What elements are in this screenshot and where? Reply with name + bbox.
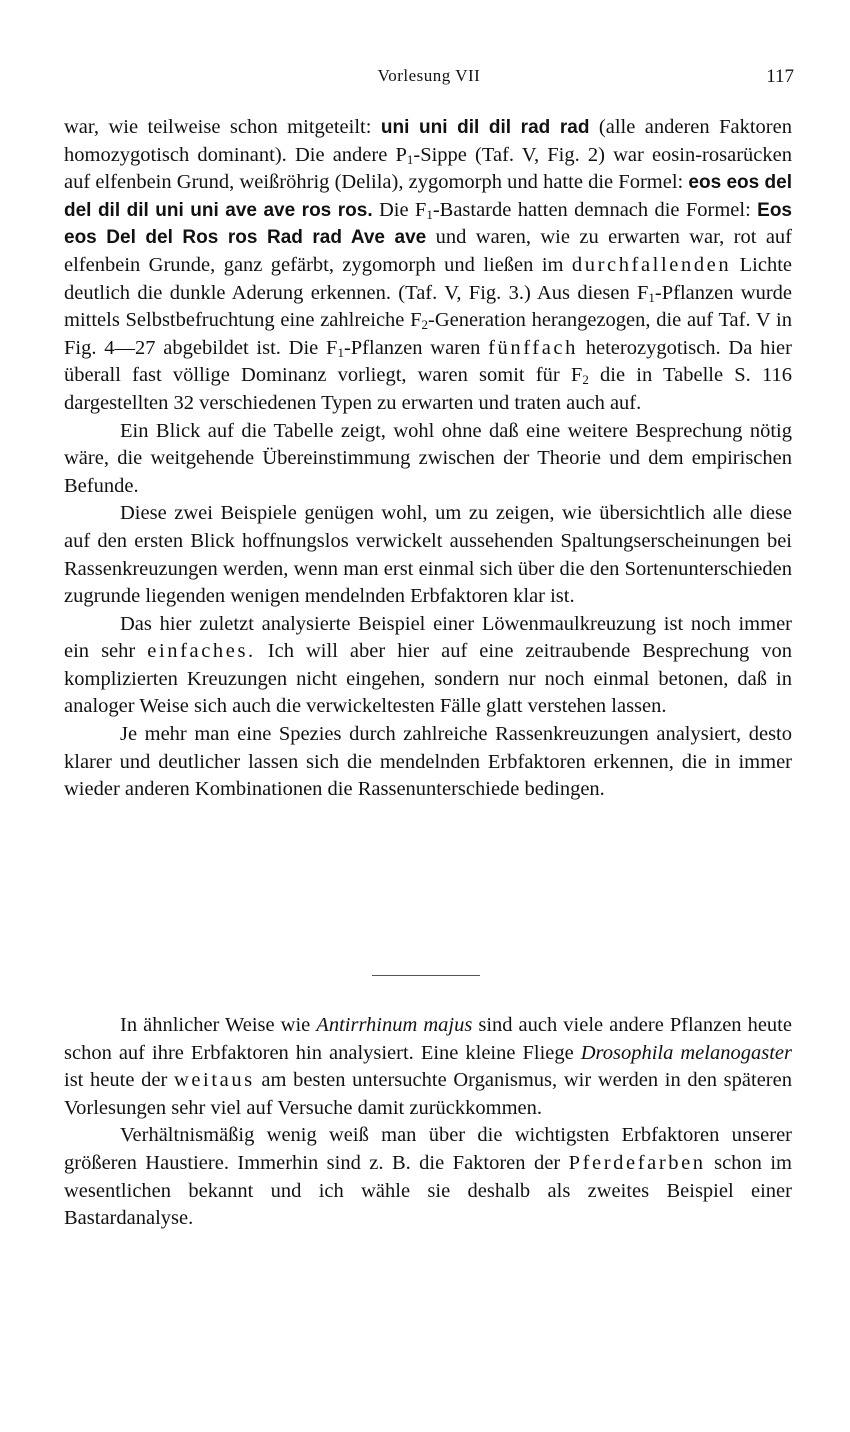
paragraph-5: Je mehr man eine Spezies durch zahlreiche Rassenkreuzungen analysiert, desto klarer und deutlicher lassen sich die mendelnden Erbfaktoren erkennen, die in immer wieder anderen Kombinationen die Rassenunterschiede bedingen.: [64, 723, 792, 801]
text-run: -Generation herangezogen, die auf Taf. V in Fig. 4—27 abgebildet ist. Die F: [64, 309, 792, 359]
text-run: sind auch viele andere Pflanzen heute schon auf ihre Erbfaktoren hin analysiert. Eine kleine Fliege: [64, 1014, 792, 1064]
emphasis-spaced: fünffach: [488, 336, 578, 359]
text-run: die in Tabelle S. 116 dargestellten 32 verschiedenen Typen zu erwarten und traten auch auf.: [64, 364, 792, 414]
text-run: am besten untersuchte Organismus, wir werden in den späteren Vorlesungen sehr viel auf Versuche damit zurückkommen.: [64, 1069, 792, 1119]
emphasis-spaced: Pferdefarben: [568, 1151, 706, 1174]
body-text-upper: [64, 114, 792, 804]
paragraph-4: [64, 611, 792, 721]
text-run: ist heute der: [64, 1069, 174, 1092]
paragraph-6: [64, 1012, 792, 1122]
formula-bold: Eos eos Del del Ros ros Rad rad Ave ave: [64, 199, 793, 249]
running-head: Vorlesung VII: [377, 66, 481, 85]
text-run: -Bastarde hatten demnach die Formel:: [432, 198, 758, 221]
subscript: 1: [337, 344, 344, 360]
species-name: Antirrhinum majus: [316, 1014, 473, 1036]
text-run: Verhältnismäßig wenig weiß man über die wichtigsten Erbfaktoren unserer größeren Haustiere. Immerhin sind z. B. die Faktoren der: [64, 1124, 792, 1174]
emphasis-spaced: einfaches.: [147, 640, 256, 663]
subscript: 1: [406, 151, 414, 167]
section-divider: [372, 975, 480, 976]
formula-bold: eos eos del del dil dil uni uni ave ave ros ros.: [64, 172, 792, 221]
emphasis-spaced: weitaus: [173, 1069, 255, 1092]
body-text-lower: [64, 1012, 792, 1233]
text-run: -Pflanzen waren: [343, 336, 489, 359]
text-run: Ich will aber hier auf eine zeitraubende Besprechung von komplizierten Kreuzungen nicht eingehen, sondern nur noch einmal betonen, daß in analoger Weise sich auch die verwickeltesten Fälle glatt verstehen lassen.: [64, 640, 792, 718]
text-run: schon im wesentlichen bekannt und ich wähle sie deshalb als zweites Beispiel einer Bastardanalyse.: [64, 1151, 792, 1230]
text-run: Das hier zuletzt analysierte Beispiel einer Löwenmaulkreuzung ist noch immer ein sehr: [64, 612, 792, 663]
formula-bold: uni uni dil dil rad rad: [380, 117, 590, 138]
text-run: Lichte deutlich die dunkle Aderung erkennen. (Taf. V, Fig. 3.) Aus diesen F: [64, 253, 792, 304]
paragraph-3: Diese zwei Beispiele genügen wohl, um zu zeigen, wie übersichtlich alle diese auf den ersten Blick hoffnungslos verwickelt aussehenden Spaltungserscheinungen bei Rassenkreuzungen werden, wenn man erst einmal sich über die den Sortenunterschieden zugrunde liegenden wenigen mendelnden Erbfaktoren klar ist.: [64, 502, 792, 608]
paragraph-1: [64, 114, 792, 418]
text-run: und waren, wie zu erwarten war, rot auf elfenbein Grunde, ganz gefärbt, zygomorph und ließen im: [64, 226, 792, 276]
subscript: 2: [582, 372, 589, 388]
text-run: (alle anderen Faktoren homozygotisch dominant). Die andere P: [64, 116, 792, 166]
subscript: 1: [426, 206, 433, 222]
emphasis-spaced: durchfallenden: [571, 253, 732, 276]
page-number: 117: [766, 66, 794, 87]
text-run: -Sippe (Taf. V, Fig. 2) war eosin-rosarücken auf elfenbein Grund, weißröhrig (Delila), zygomorph und hatte die Formel:: [64, 143, 792, 194]
species-name: Drosophila melanogaster: [580, 1041, 792, 1064]
text-run: In ähnlicher Weise wie: [120, 1014, 317, 1036]
text-run: Die F: [372, 198, 427, 221]
text-run: -Pflanzen wurde mittels Selbstbefruchtung eine zahlreiche F: [64, 281, 792, 332]
subscript: 2: [421, 317, 428, 333]
text-run: heterozygotisch. Da hier überall fast völlige Dominanz vorliegt, waren somit für F: [64, 336, 792, 387]
paragraph-7: [64, 1122, 792, 1232]
page-header: [64, 66, 794, 94]
subscript: 1: [648, 289, 655, 305]
text-run: war, wie teilweise schon mitgeteilt:: [64, 116, 381, 138]
paragraph-2: Ein Blick auf die Tabelle zeigt, wohl ohne daß eine weitere Besprechung nötig wäre, die weitgehende Übereinstimmung zwischen der Theorie und dem empirischen Befunde.: [64, 419, 792, 497]
